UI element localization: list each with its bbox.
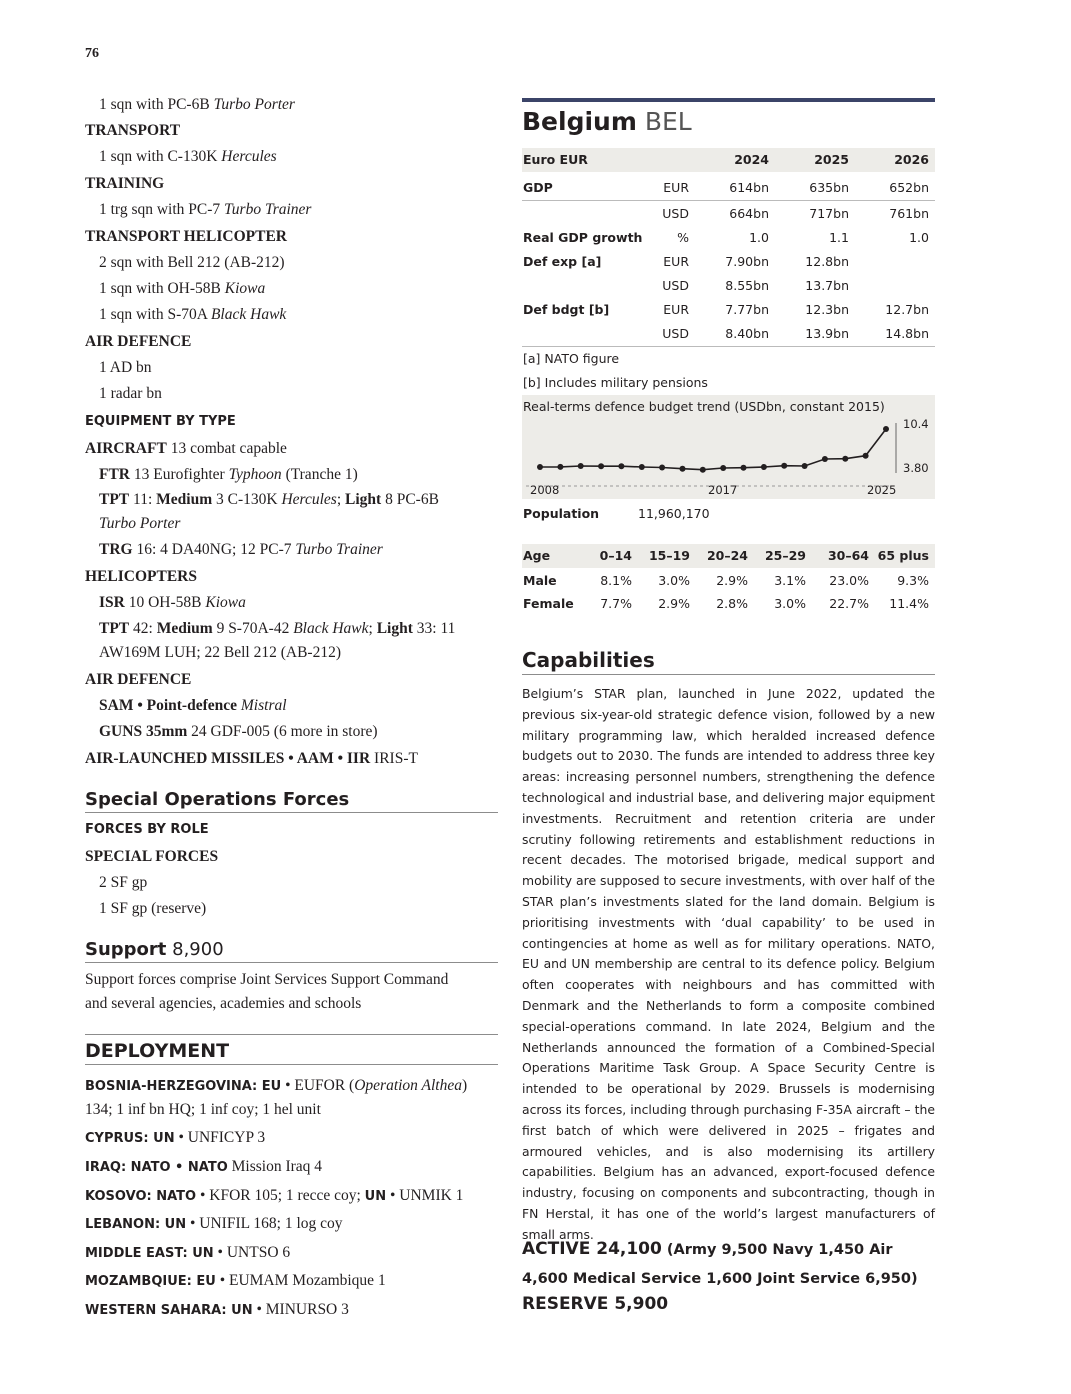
deployment-bosnia: BOSNIA-HERZEGOVINA: EU • EUFOR (Operation Althea) (85, 1077, 468, 1094)
trg-line: TRG 16: 4 DA40NG; 12 PC-7 Turbo Trainer (99, 541, 383, 558)
trend-point (557, 464, 563, 470)
trend-point (639, 464, 645, 470)
footnote-b: [b] Includes military pensions (523, 375, 708, 390)
trend-point (883, 426, 889, 432)
trend-point (680, 466, 686, 472)
deployment-heading: DEPLOYMENT (85, 1040, 498, 1065)
population-row: Population 11,960,170 (523, 506, 710, 521)
econ-cell: 664bn (729, 206, 769, 221)
active-personnel: ACTIVE 24,100 (Army 9,500 Navy 1,450 Air 4,600 Medical Service 1,600 Joint Service 6,950) (522, 1239, 918, 1287)
role-heading: TRANSPORT HELICOPTER (85, 228, 287, 245)
econ-table-header: Euro EUR 2024 2025 2026 (522, 148, 935, 172)
ftr-line: FTR 13 Eurofighter Typhoon (Tranche 1) (99, 466, 358, 483)
aircraft-line: AIRCRAFT 13 combat capable (85, 440, 287, 457)
econ-cell: 8.55bn (725, 278, 769, 293)
econ-cell: % (677, 230, 689, 245)
trend-point (537, 464, 543, 470)
econ-cell: 12.3bn (805, 302, 849, 317)
econ-table-row (522, 322, 935, 346)
heli-tpt-line: TPT 42: Medium 9 S-70A-42 Black Hawk; Light 33: 11 (99, 620, 456, 637)
unit-line: 1 sqn with OH-58B Kiowa (99, 280, 266, 297)
table-rule (522, 346, 935, 347)
unit-line: 1 sqn with PC-6B Turbo Porter (99, 96, 295, 113)
econ-cell: USD (662, 206, 689, 221)
isr-line: ISR 10 OH-58B Kiowa (99, 594, 246, 611)
country-top-bar (522, 98, 935, 102)
deployment-western-sahara: WESTERN SAHARA: UN • MINURSO 3 (85, 1301, 349, 1318)
deployment-bosnia-cont: 134; 1 inf bn HQ; 1 inf coy; 1 hel unit (85, 1101, 321, 1118)
trend-point (578, 463, 584, 469)
air-defence-heading: AIR DEFENCE (85, 671, 192, 688)
trend-point (598, 463, 604, 469)
y-tick-label: 10.4 (903, 417, 929, 431)
trend-point (741, 465, 747, 471)
support-heading: Support 8,900 (85, 939, 498, 963)
unit-line: 1 trg sqn with PC-7 Turbo Trainer (99, 201, 312, 218)
unit-line: 1 sqn with S-70A Black Hawk (99, 306, 287, 323)
econ-cell: 761bn (889, 206, 929, 221)
x-tick-label: 2025 (867, 483, 897, 497)
age-row-female: Female 7.7% 2.9% 2.8% 3.0% 22.7% 11.4% (523, 596, 929, 611)
guns-line: GUNS 35mm 24 GDF-005 (6 more in store) (99, 723, 378, 740)
econ-cell: USD (662, 278, 689, 293)
sof-heading: Special Operations Forces (85, 789, 498, 813)
special-forces-heading: SPECIAL FORCES (85, 848, 219, 865)
trend-point (700, 467, 706, 473)
support-text: and several agencies, academies and schools (85, 995, 362, 1012)
trend-point (822, 456, 828, 462)
econ-cell: 635bn (809, 180, 849, 195)
table-rule (522, 200, 935, 201)
equipment-heading: EQUIPMENT BY TYPE (85, 414, 236, 429)
unit-line: 1 AD bn (99, 359, 152, 376)
unit-line: 2 sqn with Bell 212 (AB-212) (99, 254, 285, 271)
econ-cell: 1.0 (909, 230, 929, 245)
econ-table-row (522, 226, 935, 250)
trend-point (720, 465, 726, 471)
econ-cell: Def bdgt [b] (523, 302, 610, 317)
x-tick-label: 2008 (530, 483, 560, 497)
unit-line: 1 radar bn (99, 385, 162, 402)
heli-tpt-line-cont: AW169M LUH; 22 Bell 212 (AB-212) (99, 644, 341, 661)
econ-cell: 717bn (809, 206, 849, 221)
econ-table-row (522, 298, 935, 322)
deployment-lebanon: LEBANON: UN • UNIFIL 168; 1 log coy (85, 1215, 343, 1232)
sof-item: 2 SF gp (99, 874, 148, 891)
sof-item: 1 SF gp (reserve) (99, 900, 207, 917)
econ-cell: Def exp [a] (523, 254, 602, 269)
support-text: Support forces comprise Joint Services Support Command (85, 971, 449, 988)
chart-title: Real-terms defence budget trend (USDbn, constant 2015) (523, 399, 885, 414)
y-tick-label: 3.80 (903, 461, 929, 475)
chart-svg (522, 395, 935, 499)
econ-cell: 7.77bn (725, 302, 769, 317)
econ-cell: GDP (523, 180, 553, 195)
capabilities-text: Belgium’s STAR plan, launched in June 2022, updated the previous six-year-old strategic defence vision, followed by a new military programming law, which heralded increased defence budgets out to 2030. The funds are intended to address three key areas: increasing personnel numbers, strengthening the defence technological and industrial base, and delivering major equipment investments. Recruitment and retention criteria are under scrutiny following retirements and establishment reductions in recent decades. The motorised brigade, medical support and mobility are supposed to secure investments, with over half of the STAR plan’s investments slated for the land domain. Belgium is prioritising investments with ‘dual capability’ to be used in contingencies at home as well as for military operations. NATO, EU and UN membership are central to its defence policy. Belgium often cooperates with neighbours and has committed with Denmark and the Netherlands to form a composite combined special-operations command. In late 2024, Belgium and the Netherlands announced the formation of a Combined-Special Operations Maritime Task Group. A Space Security Centre is intended to be operational by 2029. Brussels is modernising across its forces, including through purchasing F-35A aircraft – the first batch of which were delivered in 2025 – frigates and armoured vehicles, and is also modernising its artillery capabilities. Belgium has an advanced, export-focused defence industry, focusing on components and subcontracting, though in FN Herstal, it has one of the world’s largest manufacturers of small arms. (522, 686, 935, 1242)
econ-table-row (522, 274, 935, 298)
econ-table-row (522, 176, 935, 200)
econ-cell: 13.7bn (805, 278, 849, 293)
econ-cell: Real GDP growth (523, 230, 643, 245)
econ-cell: 1.0 (749, 230, 769, 245)
age-table-header: Age 0–14 15–19 20–24 25–29 30–64 65 plus (522, 544, 935, 568)
footnote-a: [a] NATO figure (523, 351, 620, 366)
trend-line (540, 429, 886, 470)
econ-table-row (522, 202, 935, 226)
econ-cell: 8.40bn (725, 326, 769, 341)
reserve-personnel: RESERVE 5,900 (522, 1294, 669, 1314)
econ-cell: 652bn (889, 180, 929, 195)
trend-point (842, 456, 848, 462)
econ-cell: EUR (663, 302, 689, 317)
econ-cell: EUR (663, 180, 689, 195)
deployment-mozambique: MOZAMBQIUE: EU • EUMAM Mozambique 1 (85, 1272, 386, 1289)
econ-cell: 614bn (729, 180, 769, 195)
trend-point (618, 463, 624, 469)
econ-cell: EUR (663, 254, 689, 269)
age-row-male: Male 8.1% 3.0% 2.9% 3.1% 23.0% 9.3% (523, 573, 929, 588)
econ-table-row (522, 250, 935, 274)
deployment-cyprus: CYPRUS: UN • UNFICYP 3 (85, 1129, 266, 1146)
deployment-top-rule (85, 1034, 498, 1035)
helicopters-heading: HELICOPTERS (85, 568, 197, 585)
trend-point (659, 465, 665, 471)
sam-line: SAM • Point-defence Mistral (99, 697, 287, 714)
tpt-line: TPT 11: Medium 3 C-130K Hercules; Light 8 PC-6B (99, 491, 439, 508)
unit-line: 1 sqn with C-130K Hercules (99, 148, 277, 165)
econ-cell: USD (662, 326, 689, 341)
trend-point (802, 463, 808, 469)
trend-point (761, 464, 767, 470)
trend-point (863, 453, 869, 459)
econ-cell: 7.90bn (725, 254, 769, 269)
tpt-line-cont: Turbo Porter (99, 515, 181, 532)
country-title: Belgium BEL (522, 107, 692, 136)
role-heading: AIR DEFENCE (85, 333, 192, 350)
capabilities-heading: Capabilities (522, 648, 935, 675)
missiles-line: AIR-LAUNCHED MISSILES • AAM • IIR IRIS-T (85, 750, 418, 767)
econ-cell: 13.9bn (805, 326, 849, 341)
role-heading: TRANSPORT (85, 122, 181, 139)
x-tick-label: 2017 (708, 483, 738, 497)
forces-by-role: FORCES BY ROLE (85, 822, 209, 837)
econ-cell: 14.8bn (885, 326, 929, 341)
deployment-middle-east: MIDDLE EAST: UN • UNTSO 6 (85, 1244, 291, 1261)
deployment-kosovo: KOSOVO: NATO • KFOR 105; 1 recce coy; UN • UNMIK 1 (85, 1187, 464, 1204)
budget-trend-chart (522, 395, 935, 499)
trend-point (781, 463, 787, 469)
role-heading: TRAINING (85, 175, 165, 192)
page-number: 76 (85, 46, 99, 61)
econ-cell: 1.1 (829, 230, 849, 245)
econ-cell: 12.7bn (885, 302, 929, 317)
deployment-iraq: IRAQ: NATO • NATO Mission Iraq 4 (85, 1158, 323, 1175)
econ-cell: 12.8bn (805, 254, 849, 269)
